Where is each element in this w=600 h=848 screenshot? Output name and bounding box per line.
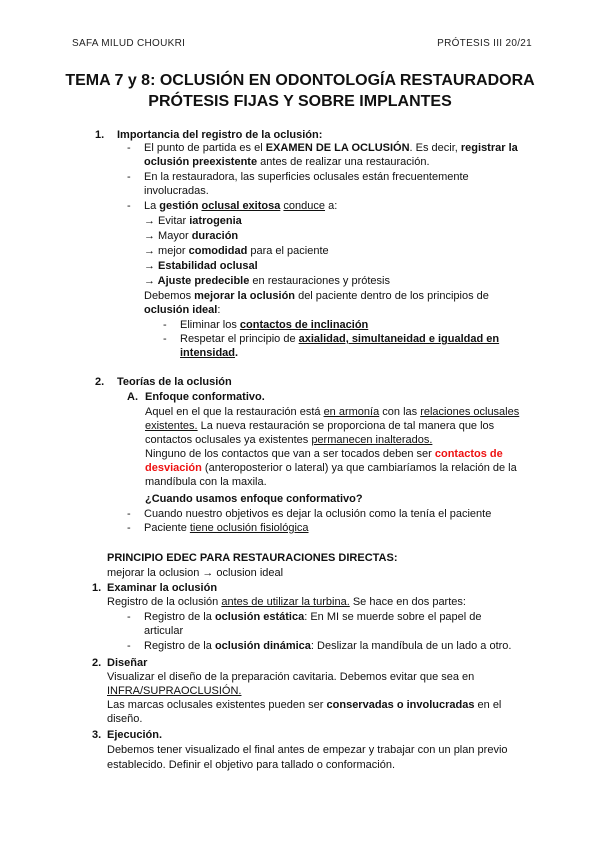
- list-item: Registro de la oclusión dinámica: Deslizar la mandíbula de un lado a otro.: [144, 640, 512, 652]
- principle-line: mejorar la oclusion → oclusion ideal: [107, 567, 284, 579]
- list-item-cont: articular: [144, 625, 184, 637]
- principle-heading: PRINCIPIO EDEC PARA RESTAURACIONES DIRECTAS:: [107, 552, 398, 564]
- list-item: Registro de la oclusión estática: En MI se muerde sobre el papel de: [144, 611, 482, 623]
- list-item: Paciente tiene oclusión fisiológica: [144, 522, 309, 534]
- list-item: En la restauradora, las superficies oclusales están frecuentemente: [144, 171, 469, 183]
- step-number: 3.: [92, 729, 102, 741]
- arrow-item: → Estabilidad oclusal: [144, 260, 258, 272]
- sub-bullet-dash: -: [163, 319, 167, 331]
- step-heading: Examinar la oclusión: [107, 582, 218, 594]
- bullet-dash: -: [127, 640, 131, 652]
- paragraph: establecido. Definir el objetivo para tallado o conformación.: [107, 759, 395, 771]
- list-item-cont: oclusión preexistente antes de realizar una restauración.: [144, 156, 430, 168]
- paragraph: Aquel en el que la restauración está en armonía con las relaciones oclusales: [145, 406, 520, 418]
- bullet-dash: -: [127, 171, 131, 183]
- paragraph: contactos oclusales ya existentes permanecen inalterados.: [145, 434, 433, 446]
- sub-list-item: Respetar el principio de axialidad, simultaneidad e igualdad en: [180, 333, 500, 345]
- paragraph-cont: oclusión ideal:: [144, 304, 221, 316]
- paragraph: desviación (anteroposterior o lateral) ya que cambiaríamos la relación de la: [145, 462, 517, 474]
- paragraph: mandíbula con la maxila.: [145, 476, 267, 488]
- list-item-cont: involucradas.: [144, 185, 209, 197]
- subsection-letter: A.: [127, 391, 138, 403]
- arrow-item: → Evitar iatrogenia: [144, 215, 242, 227]
- step-heading: Diseñar: [107, 657, 148, 669]
- paragraph: Debemos mejorar la oclusión del paciente dentro de los principios de: [144, 290, 489, 302]
- page-title: [40, 70, 560, 112]
- sub-list-item: Eliminar los contactos de inclinación: [180, 319, 369, 331]
- paragraph: Registro de la oclusión antes de utilizar la turbina. Se hace en dos partes:: [107, 596, 466, 608]
- sub-bullet-dash: -: [163, 333, 167, 345]
- question: ¿Cuando usamos enfoque conformativo?: [145, 493, 363, 505]
- bullet-dash: -: [127, 522, 131, 534]
- list-item: La gestión oclusal exitosa conduce a:: [144, 200, 338, 212]
- step-heading: Ejecución.: [107, 729, 163, 741]
- step-number: 1.: [92, 582, 102, 594]
- bullet-dash: -: [127, 611, 131, 623]
- arrow-item: → Ajuste predecible en restauraciones y prótesis: [144, 275, 390, 287]
- section-2-heading: Teorías de la oclusión: [117, 376, 232, 388]
- list-item: Cuando nuestro objetivos es dejar la oclusión como la tenía el paciente: [144, 508, 492, 520]
- title-line-2: PRÓTESIS FIJAS Y SOBRE IMPLANTES: [148, 93, 452, 110]
- paragraph: INFRA/SUPRAOCLUSIÓN.: [107, 685, 242, 697]
- paragraph: existentes. La nueva restauración se proporciona de tal manera que los: [145, 420, 495, 432]
- sub-list-item-cont: intensidad.: [180, 347, 239, 359]
- header-author: SAFA MILUD CHOUKRI: [72, 38, 186, 49]
- header-course: PRÓTESIS III 20/21: [437, 38, 532, 49]
- title-line-1: TEMA 7 y 8: OCLUSIÓN EN ODONTOLOGÍA RESTAURADORA: [65, 72, 535, 89]
- bullet-dash: -: [127, 508, 131, 520]
- list-item: El punto de partida es el EXAMEN DE LA OCLUSIÓN. Es decir, registrar la: [144, 142, 518, 154]
- arrow-item: → Mayor duración: [144, 230, 239, 242]
- paragraph: Debemos tener visualizado el final antes de empezar y trabajar con un plan previo: [107, 744, 508, 756]
- section-2-number: 2.: [95, 376, 105, 388]
- bullet-dash: -: [127, 142, 131, 154]
- paragraph: diseño.: [107, 713, 143, 725]
- section-1-heading: Importancia del registro de la oclusión:: [117, 129, 323, 141]
- step-number: 2.: [92, 657, 102, 669]
- bullet-dash: -: [127, 200, 131, 212]
- paragraph: Las marcas oclusales existentes pueden ser conservadas o involucradas en el: [107, 699, 502, 711]
- arrow-item: → mejor comodidad para el paciente: [144, 245, 329, 257]
- paragraph: Ninguno de los contactos que van a ser tocados deben ser contactos de: [145, 448, 503, 460]
- paragraph: Visualizar el diseño de la preparación cavitaria. Debemos evitar que sea en: [107, 671, 475, 683]
- subsection-heading: Enfoque conformativo.: [145, 391, 265, 403]
- section-1-number: 1.: [95, 129, 105, 141]
